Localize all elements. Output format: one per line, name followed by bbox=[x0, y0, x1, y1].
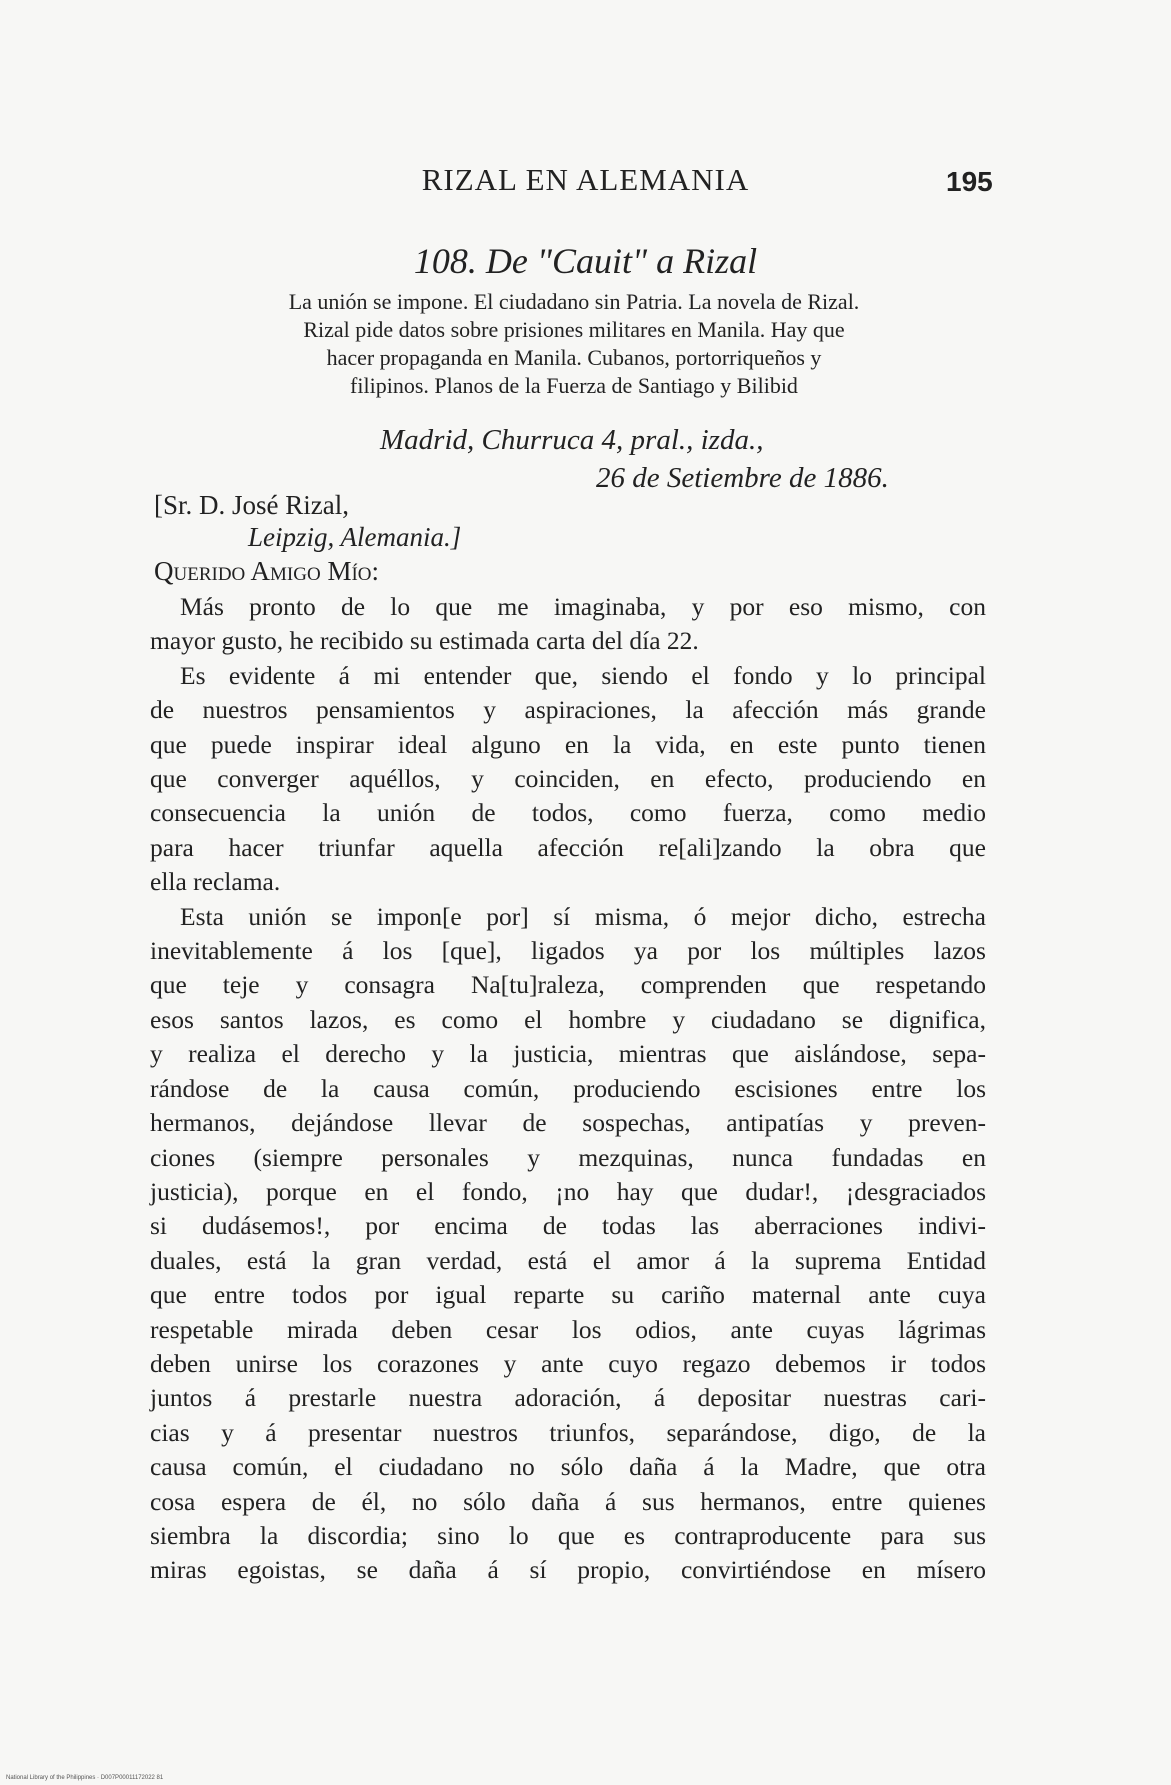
summary-line: La unión se impone. El ciudadano sin Patria. La novela de Rizal. bbox=[288, 289, 860, 314]
body-line: duales, está la gran verdad, está el amor á la suprema Entidad bbox=[150, 1245, 986, 1275]
body-line: deben unirse los corazones y ante cuyo regazo debemos ir todos bbox=[150, 1348, 986, 1378]
body-line: esos santos lazos, es como el hombre y ciudadano se dignifica, bbox=[150, 1004, 986, 1034]
body-line: si dudásemos!, por encima de todas las aberraciones indivi- bbox=[150, 1211, 986, 1241]
body-line: respetable mirada deben cesar los odios, ante cuyas lágrimas bbox=[150, 1314, 986, 1344]
recipient-name: [Sr. D. José Rizal, bbox=[154, 490, 349, 520]
body-line: hermanos, dejándose llevar de sospechas, antipatías y preven- bbox=[150, 1108, 986, 1138]
body-line: ella reclama. bbox=[150, 867, 281, 897]
body-line: causa común, el ciudadano no sólo daña á la Madre, que otra bbox=[150, 1452, 986, 1482]
body-line: justicia), porque en el fondo, ¡no hay que dudar!, ¡desgraciados bbox=[150, 1176, 986, 1206]
summary-line: filipinos. Planos de la Fuerza de Santiago y Bilibid bbox=[350, 373, 798, 398]
body-line: Es evidente á mi entender que, siendo el fondo y lo principal bbox=[180, 660, 986, 690]
scan-footer-credit: National Library of the Philippines · D007P00011172022 81 bbox=[6, 1775, 164, 1781]
page-number: 195 bbox=[946, 166, 993, 197]
salutation: Querido Amigo Mío: bbox=[154, 556, 379, 586]
body-line: para hacer triunfar aquella afección re[ali]zando la obra que bbox=[150, 832, 986, 862]
letter-place: Madrid, Churruca 4, pral., izda., bbox=[380, 424, 764, 456]
body-line: Esta unión se impon[e por] sí misma, ó mejor dicho, estrecha bbox=[180, 901, 986, 931]
body-line: que converger aquéllos, y coinciden, en efecto, produciendo en bbox=[150, 764, 986, 794]
body-line: rándose de la causa común, produciendo escisiones entre los bbox=[150, 1073, 986, 1103]
letter-date: 26 de Setiembre de 1886. bbox=[596, 462, 889, 494]
body-line: cosa espera de él, no sólo daña á sus hermanos, entre quienes bbox=[150, 1486, 986, 1516]
body-line: y realiza el derecho y la justicia, mientras que aislándose, sepa- bbox=[150, 1039, 986, 1069]
summary-line: hacer propaganda en Manila. Cubanos, portorriqueños y bbox=[326, 345, 822, 370]
body-line: miras egoistas, se daña á sí propio, convirtiéndose en mísero bbox=[150, 1555, 986, 1585]
body-line: que puede inspirar ideal alguno en la vida, en este punto tienen bbox=[150, 729, 986, 759]
body-line: consecuencia la unión de todos, como fuerza, como medio bbox=[150, 798, 986, 828]
body-line: que entre todos por igual reparte su cariño maternal ante cuya bbox=[150, 1280, 986, 1310]
running-header-title: RIZAL EN ALEMANIA bbox=[421, 162, 750, 197]
body-line: juntos á prestarle nuestra adoración, á depositar nuestras cari- bbox=[150, 1383, 986, 1413]
recipient-place: Leipzig, Alemania.] bbox=[248, 522, 462, 552]
body-line: siembra la discordia; sino lo que es contraproducente para sus bbox=[150, 1520, 986, 1550]
body-line: de nuestros pensamientos y aspiraciones, la afección más grande bbox=[150, 695, 986, 725]
summary-line: Rizal pide datos sobre prisiones militares en Manila. Hay que bbox=[303, 317, 845, 342]
body-line: Más pronto de lo que me imaginaba, y por eso mismo, con bbox=[180, 592, 986, 621]
body-line: que teje y consagra Na[tu]raleza, comprenden que respetando bbox=[150, 970, 986, 1000]
letter-body bbox=[150, 590, 986, 1588]
body-line: mayor gusto, he recibido su estimada carta del día 22. bbox=[150, 626, 699, 656]
letter-summary bbox=[154, 288, 994, 400]
body-line: inevitablemente á los [que], ligados ya por los múltiples lazos bbox=[150, 936, 986, 966]
body-line: cias y á presentar nuestros triunfos, separándose, digo, de la bbox=[150, 1417, 986, 1447]
body-line: ciones (siempre personales y mezquinas, nunca fundadas en bbox=[150, 1142, 986, 1172]
letter-title: 108. De "Cauit" a Rizal bbox=[413, 241, 758, 281]
